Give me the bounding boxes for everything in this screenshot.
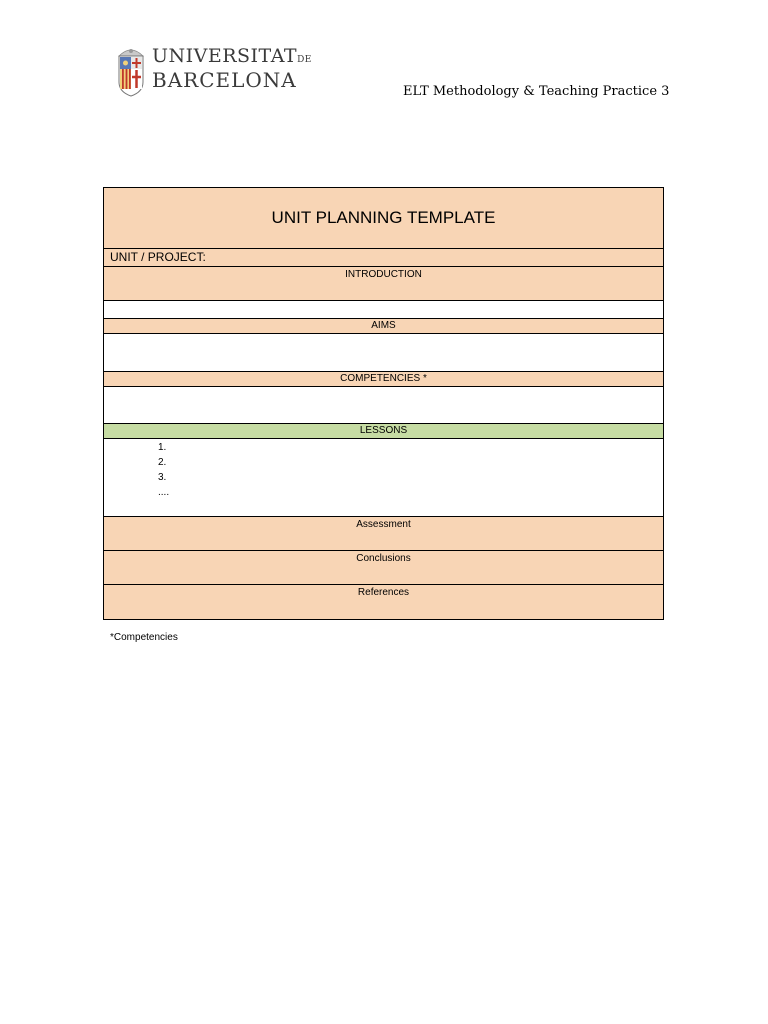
template-title-row <box>104 188 663 249</box>
competencies-field[interactable] <box>104 387 663 424</box>
logo-line2: BARCELONA <box>152 68 297 92</box>
competencies-footnote: *Competencies <box>110 632 178 643</box>
unit-project-field[interactable] <box>104 249 663 267</box>
lesson-item: 2. <box>158 457 167 468</box>
aims-header <box>104 319 663 334</box>
introduction-label: INTRODUCTION <box>345 269 422 280</box>
conclusions-section[interactable] <box>104 551 663 585</box>
introduction-field[interactable] <box>104 301 663 319</box>
competencies-header <box>104 372 663 387</box>
assessment-section[interactable] <box>104 517 663 551</box>
lessons-header <box>104 424 663 439</box>
lessons-label: LESSONS <box>359 425 408 436</box>
logo-line1: UNIVERSITAT <box>152 45 298 67</box>
lessons-field[interactable] <box>104 439 663 517</box>
lesson-item: 3. <box>158 472 167 483</box>
university-crest-icon <box>115 44 147 98</box>
assessment-label: Assessment <box>356 519 411 530</box>
lesson-item: 1. <box>158 442 167 453</box>
references-label: References <box>357 587 410 598</box>
lesson-item: .... <box>158 487 170 498</box>
unit-planning-template <box>103 187 664 620</box>
conclusions-label: Conclusions <box>356 553 411 564</box>
introduction-section[interactable] <box>104 267 663 301</box>
logo-de: DE <box>297 55 312 65</box>
university-logo <box>115 44 312 98</box>
aims-label: AIMS <box>371 320 396 331</box>
references-section[interactable] <box>104 585 663 619</box>
course-title: ELT Methodology & Teaching Practice 3 <box>403 84 670 99</box>
aims-field[interactable] <box>104 334 663 372</box>
template-title: UNIT PLANNING TEMPLATE <box>271 208 496 227</box>
unit-project-label: UNIT / PROJECT: <box>110 250 206 264</box>
competencies-label: COMPETENCIES * <box>340 373 427 384</box>
lessons-list <box>104 440 663 500</box>
